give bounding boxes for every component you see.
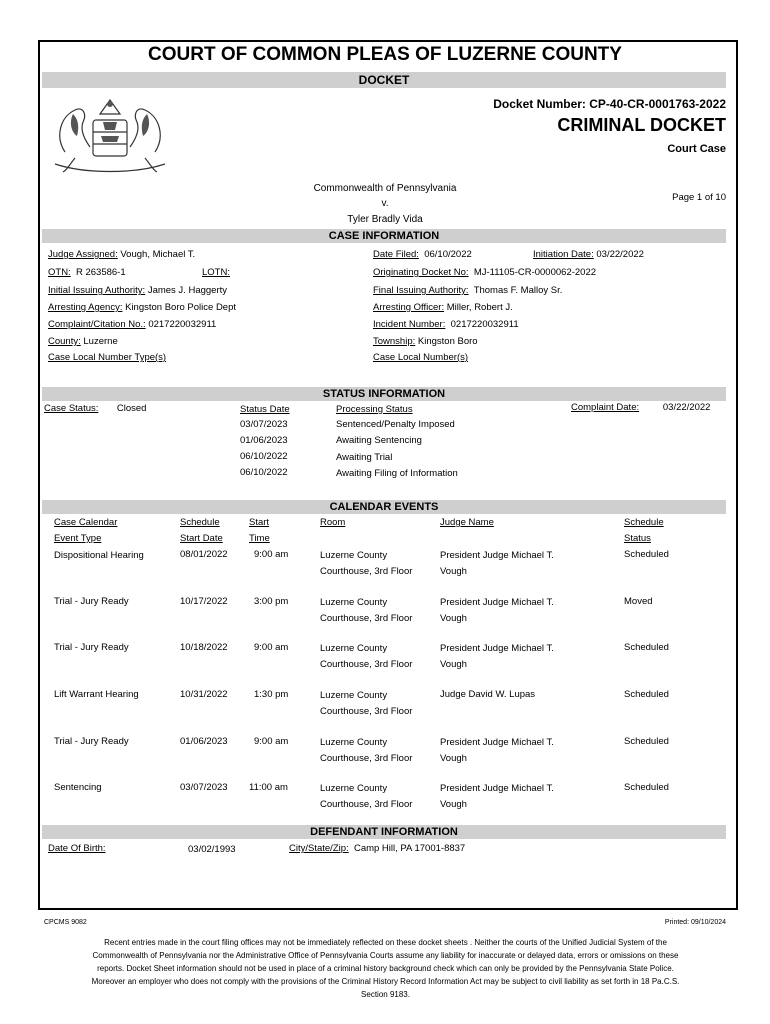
event-room: Luzerne County Courthouse, 3rd Floor: [320, 550, 413, 577]
event-room: Luzerne County Courthouse, 3rd Floor: [320, 737, 413, 764]
event-room: Luzerne County Courthouse, 3rd Floor: [320, 597, 413, 624]
arresting-agency-label: Arresting Agency:: [48, 302, 123, 313]
date-of-birth-value: 03/02/1993: [188, 844, 236, 855]
initiation-date-row: [533, 249, 644, 260]
originating-docket-value: MJ-11105-CR-0000062-2022: [473, 267, 597, 278]
incident-number-value: 0217220032911: [450, 319, 519, 330]
event-type: Trial - Jury Ready: [54, 736, 129, 747]
complaint-date-label: Complaint Date:: [571, 402, 640, 413]
event-status: Moved: [624, 596, 653, 607]
event-time: 9:00 am: [254, 642, 289, 653]
complaint-citation-label: Complaint/Citation No.:: [48, 319, 146, 330]
case-status-value: Closed: [116, 403, 147, 414]
arresting-officer-label: Arresting Officer:: [373, 302, 445, 313]
otn-label: OTN:: [48, 267, 71, 278]
arresting-officer-value: Miller, Robert J.: [446, 302, 513, 313]
header-judge-name: Judge Name: [440, 517, 494, 528]
lotn-label: LOTN:: [202, 267, 230, 278]
event-type: Trial - Jury Ready: [54, 596, 129, 607]
event-room: Luzerne County Courthouse, 3rd Floor: [320, 783, 413, 810]
event-room: Luzerne County Courthouse, 3rd Floor: [320, 690, 413, 717]
otn-row: [48, 267, 126, 278]
calendar-events-bar: CALENDAR EVENTS: [42, 500, 726, 514]
event-judge: Judge David W. Lupas: [440, 689, 536, 700]
date-filed-value: 06/10/2022: [424, 249, 472, 260]
header-status-1: Schedule: [624, 517, 664, 528]
complaint-citation-value: 0217220032911: [148, 319, 217, 330]
arresting-agency-row: [48, 302, 236, 313]
complaint-date-value: 03/22/2022: [662, 402, 711, 413]
event-room: Luzerne County Courthouse, 3rd Floor: [320, 643, 413, 670]
event-date: 10/17/2022: [180, 596, 228, 607]
status-date: 06/10/2022: [240, 467, 288, 478]
incident-number-label: Incident Number:: [373, 319, 446, 330]
event-time: 1:30 pm: [254, 689, 289, 700]
case-local-number-type-label: Case Local Number Type(s): [48, 352, 167, 363]
event-date: 03/07/2023: [180, 782, 228, 793]
defendant-information-bar: DEFENDANT INFORMATION: [42, 825, 726, 839]
event-judge: President Judge Michael T. Vough: [440, 550, 554, 577]
header-schedule-2: Start Date: [180, 533, 223, 544]
status-date: 06/10/2022: [240, 451, 288, 462]
event-status: Scheduled: [624, 782, 669, 793]
pennsylvania-coat-of-arms-icon: [45, 92, 175, 177]
city-state-zip-value: Camp Hill, PA 17001-8837: [353, 843, 466, 854]
event-type: Lift Warrant Hearing: [54, 689, 139, 700]
event-status: Scheduled: [624, 736, 669, 747]
final-issuing-authority-value: Thomas F. Malloy Sr.: [473, 285, 563, 296]
case-status-row: [44, 403, 146, 414]
header-event-type-1: Case Calendar: [54, 517, 118, 528]
header-room: Room: [320, 517, 346, 528]
processing-status-header: Processing Status: [336, 404, 413, 415]
header-schedule-1: Schedule: [180, 517, 220, 528]
final-issuing-authority-row: [373, 285, 562, 296]
township-row: [373, 336, 478, 347]
city-state-zip-row: [289, 843, 465, 854]
case-information-bar: CASE INFORMATION: [42, 229, 726, 243]
initial-issuing-authority-label: Initial Issuing Authority:: [48, 285, 146, 296]
incident-number-row: [373, 319, 519, 330]
caption-defendant: Tyler Bradly Vida: [347, 214, 423, 225]
event-type: Trial - Jury Ready: [54, 642, 129, 653]
final-issuing-authority-label: Final Issuing Authority:: [373, 285, 469, 296]
header-start-1: Start: [249, 517, 270, 528]
status-date: 01/06/2023: [240, 435, 288, 446]
judge-assigned-value: Vough, Michael T.: [120, 249, 196, 260]
status-information-bar: STATUS INFORMATION: [42, 387, 726, 401]
caption-plaintiff: Commonwealth of Pennsylvania: [313, 183, 457, 194]
arresting-officer-row: [373, 302, 513, 313]
header-event-type-2: Event Type: [54, 533, 102, 544]
county-row: [48, 336, 118, 347]
event-date: 01/06/2023: [180, 736, 228, 747]
event-date: 10/31/2022: [180, 689, 228, 700]
processing-status: Awaiting Filing of Information: [336, 468, 458, 479]
status-date-header: Status Date: [240, 404, 290, 415]
form-number: CPCMS 9082: [44, 919, 87, 926]
event-judge: President Judge Michael T. Vough: [440, 597, 554, 624]
case-status-label: Case Status:: [44, 403, 99, 414]
event-status: Scheduled: [624, 689, 669, 700]
township-value: Kingston Boro: [417, 336, 478, 347]
docket-bar: DOCKET: [42, 72, 726, 88]
printed-date: Printed: 09/10/2024: [664, 919, 726, 926]
event-judge: President Judge Michael T. Vough: [440, 783, 554, 810]
judge-assigned-row: [48, 249, 195, 260]
event-type: Dispositional Hearing: [54, 550, 144, 561]
header-status-2: Status: [624, 533, 651, 544]
processing-status: Awaiting Sentencing: [336, 435, 422, 446]
event-type: Sentencing: [54, 782, 102, 793]
event-date: 08/01/2022: [180, 549, 228, 560]
arresting-agency-value: Kingston Boro Police Dept: [125, 302, 237, 313]
otn-value: R 263586-1: [75, 267, 126, 278]
event-time: 3:00 pm: [254, 596, 289, 607]
processing-status: Sentenced/Penalty Imposed: [336, 419, 455, 430]
docket-type: CRIMINAL DOCKET: [557, 115, 726, 135]
originating-docket-label: Originating Docket No:: [373, 267, 469, 278]
complaint-date-row: [571, 402, 710, 413]
date-of-birth-label: Date Of Birth:: [48, 843, 106, 854]
docket-number: Docket Number: CP-40-CR-0001763-2022: [493, 97, 726, 111]
header-start-2: Time: [249, 533, 270, 544]
event-date: 10/18/2022: [180, 642, 228, 653]
date-filed-label: Date Filed:: [373, 249, 419, 260]
event-time: 9:00 am: [254, 736, 289, 747]
case-local-numbers-label: Case Local Number(s): [373, 352, 469, 363]
caption-versus: v.: [381, 198, 389, 209]
complaint-citation-row: [48, 319, 216, 330]
township-label: Township:: [373, 336, 416, 347]
case-kind: Court Case: [667, 143, 726, 155]
status-date: 03/07/2023: [240, 419, 288, 430]
initial-issuing-authority-row: [48, 285, 227, 296]
judge-assigned-label: Judge Assigned:: [48, 249, 118, 260]
event-status: Scheduled: [624, 549, 669, 560]
disclaimer: Recent entries made in the court filing offices may not be immediately reflected on these docket sheets . Neither the courts of the Unified Judicial System of the Commonwealth of Pennsylvania nor the Administrative Office of Pennsylvania Courts assume any liability for inaccurate or delayed data, errors or omissions on these reports. Docket Sheet information should not be used in place of a criminal history background check which can only be provided by the Pennsylvania State Police. Moreover an employer who does not comply with the provisions of the Criminal History Record Information Act may be subject to civil liability as set forth in 18 Pa.C.S. Section 9183.: [91, 938, 680, 999]
county-value: Luzerne: [83, 336, 118, 347]
processing-status: Awaiting Trial: [336, 452, 393, 463]
date-filed-row: [373, 249, 472, 260]
event-time: 9:00 am: [254, 549, 289, 560]
initial-issuing-authority-value: James J. Haggerty: [147, 285, 228, 296]
court-title: COURT OF COMMON PLEAS OF LUZERNE COUNTY: [148, 44, 622, 65]
event-time: 11:00 am: [249, 782, 288, 793]
originating-docket-row: [373, 267, 596, 278]
event-status: Scheduled: [624, 642, 669, 653]
event-judge: President Judge Michael T. Vough: [440, 643, 554, 670]
event-judge: President Judge Michael T. Vough: [440, 737, 554, 764]
city-state-zip-label: City/State/Zip:: [289, 843, 349, 854]
initiation-date-label: Initiation Date:: [533, 249, 594, 260]
page-number: Page 1 of 10: [672, 192, 726, 203]
initiation-date-value: 03/22/2022: [596, 249, 644, 260]
county-label: County:: [48, 336, 81, 347]
